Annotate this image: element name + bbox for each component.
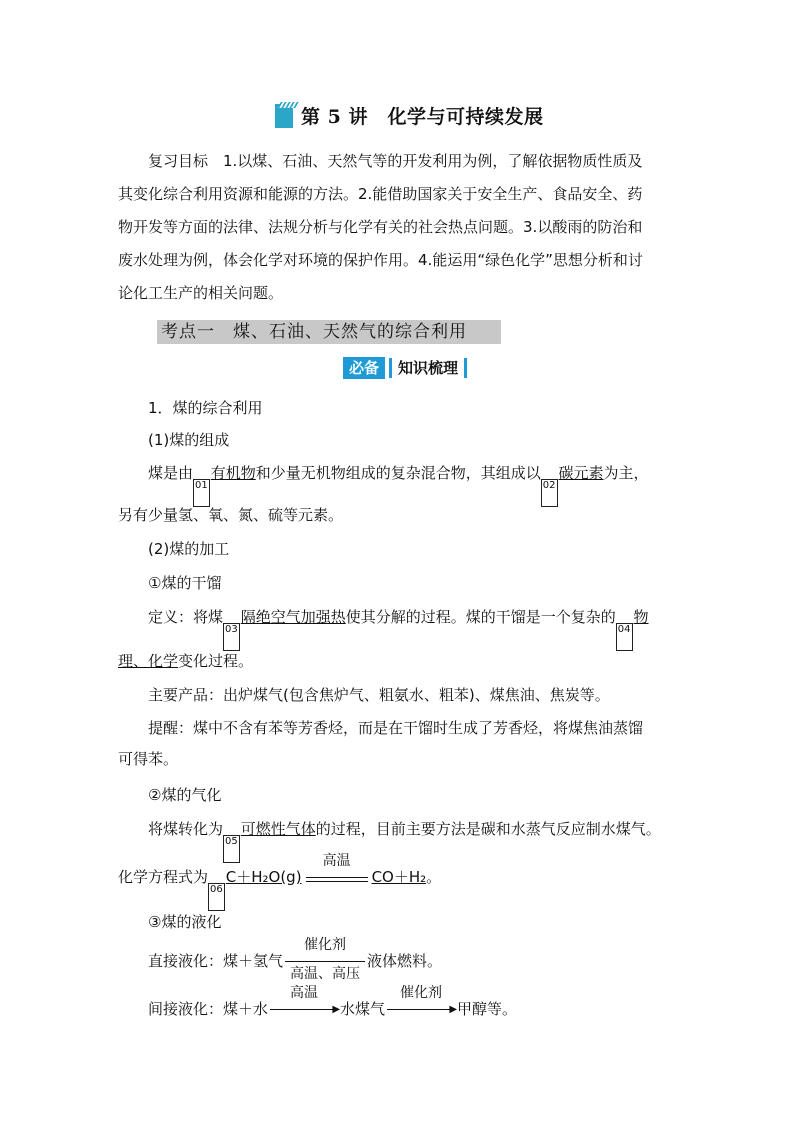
- heading-liquefaction: ③煤的液化: [148, 913, 222, 931]
- heading-dry-distillation: ①煤的干馏: [148, 574, 222, 592]
- badge-label-left: 必备: [343, 357, 385, 379]
- badge-label-right: 知识梳理: [389, 358, 467, 378]
- blank-box-04: 04: [616, 623, 633, 651]
- gasification-text: 将煤转化为05可燃性气体的过程，目前主要方法是碳和水蒸气反应制水煤气。: [148, 818, 713, 863]
- lesson-title: [275, 98, 543, 132]
- reaction-arrow-icon: 高温 ▶: [270, 1000, 338, 1020]
- heading-coal-processing: (2)煤的加工: [148, 540, 230, 558]
- tip-line-1: 提醒：煤中不含有苯等芳香烃，而是在干馏时生成了芳香烃，将煤焦油蒸馏: [148, 719, 644, 737]
- main-products: 主要产品：出炉煤气(包含焦炉气、粗氨水、粗苯)、煤焦油、焦炭等。: [148, 686, 610, 704]
- equation-right: CO＋H₂: [371, 868, 427, 886]
- reaction-arrow-icon: 催化剂 高温、高压: [285, 952, 365, 972]
- gasification-equation: 化学方程式为06C＋H₂O(g) 高温 CO＋H₂。: [118, 866, 683, 911]
- book-icon: [275, 102, 297, 128]
- equals-sign-condition: 高温: [306, 868, 368, 888]
- equation-left: C＋H₂O(g): [225, 868, 302, 886]
- lesson-title-text: 第 5 讲 化学与可持续发展: [301, 105, 544, 128]
- blank-box-05: 05: [223, 835, 240, 863]
- reaction-arrow-icon: 催化剂 ▶: [387, 1000, 455, 1020]
- coal-composition-text-2: 另有少量氢、氧、氮、硫等元素。: [118, 506, 344, 524]
- heading-gasification: ②煤的气化: [148, 786, 222, 804]
- blank-box-01: 01: [193, 479, 210, 507]
- goals-line-1: 复习目标 1.以煤、石油、天然气等的开发利用为例，了解依据物质性质及: [148, 152, 643, 170]
- section-badge: [343, 357, 467, 379]
- dry-distillation-definition: 定义：将煤03隔绝空气加强热使其分解的过程。煤的干馏是一个复杂的04物: [148, 606, 713, 651]
- coal-composition-text: 煤是由01有机物和少量无机物组成的复杂混合物，其组成以02碳元素为主，: [148, 462, 713, 507]
- answer-04-part-2: 理、化学: [118, 652, 179, 670]
- goals-line-3: 物开发等方面的法律、法规分析与化学有关的社会热点问题。3.以酸雨的防治和: [118, 218, 643, 236]
- heading-coal-composition: (1)煤的组成: [148, 431, 230, 449]
- tip-line-2: 可得苯。: [118, 750, 179, 768]
- section-heading: 考点一 煤、石油、天然气的综合利用: [157, 320, 501, 344]
- dry-distillation-definition-2: 理、化学变化过程。: [118, 652, 254, 670]
- answer-02: 碳元素: [558, 464, 604, 482]
- goals-line-5: 论化工生产的相关问题。: [118, 284, 284, 302]
- direct-liquefaction: 直接液化：煤＋氢气 催化剂 高温、高压 液体燃料。: [148, 936, 443, 982]
- answer-03: 隔绝空气加强热: [240, 608, 346, 626]
- indirect-liquefaction: 间接液化：煤＋水 高温 ▶ 水煤气 催化剂 ▶ 甲醇等。: [148, 984, 518, 1018]
- blank-box-02: 02: [541, 479, 558, 507]
- answer-05: 可燃性气体: [240, 820, 316, 838]
- goals-line-2: 其变化综合利用资源和能源的方法。2.能借助国家关于安全生产、食品安全、药: [118, 185, 643, 203]
- answer-04-part-1: 物: [633, 608, 649, 626]
- heading-coal-use: 1．煤的综合利用: [148, 399, 263, 417]
- blank-box-03: 03: [223, 623, 240, 651]
- answer-01: 有机物: [210, 464, 256, 482]
- blank-box-06: 06: [208, 883, 225, 911]
- goals-line-4: 废水处理为例，体会化学对环境的保护作用。4.能运用“绿色化学”思想分析和讨: [118, 251, 643, 269]
